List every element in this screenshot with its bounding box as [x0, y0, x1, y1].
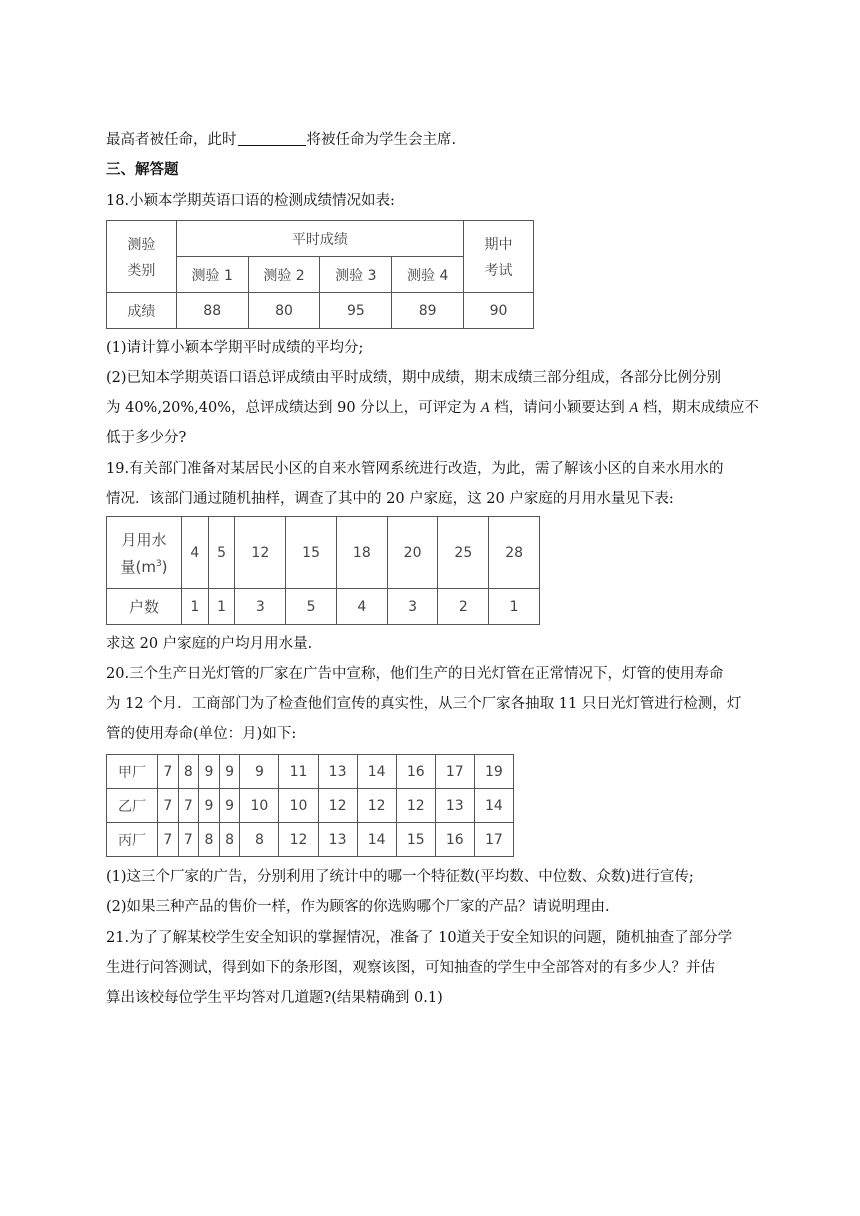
lifespan-cell: 7 — [178, 823, 199, 857]
lifespan-cell: 10 — [240, 789, 279, 823]
cell-text: 类别 — [127, 262, 156, 279]
lifespan-cell: 9 — [199, 789, 220, 823]
question-21-line-2: 生进行问答测试，得到如下的条形图，观察该图，可知抽查的学生中全部答对的有多少人？并估 — [106, 960, 715, 976]
count-cell: 1 — [489, 589, 540, 625]
lifespan-cell: 16 — [396, 755, 435, 789]
lifespan-table — [106, 754, 514, 857]
lifespan-cell: 9 — [199, 755, 220, 789]
test-header-cell: 测验 1 — [176, 257, 248, 293]
grade-letter: A — [480, 400, 490, 416]
water-value-cell: 18 — [336, 517, 387, 589]
lifespan-cell: 8 — [199, 823, 220, 857]
question-19-line-3: 求这 20 户家庭的户均月用水量. — [106, 636, 313, 652]
cell-text — [107, 556, 181, 577]
lifespan-cell: 7 — [178, 789, 199, 823]
lifespan-cell: 9 — [219, 755, 240, 789]
midterm-header-cell — [464, 221, 534, 293]
test-header-cell: 测验 3 — [320, 257, 392, 293]
lifespan-cell: 10 — [279, 789, 318, 823]
lifespan-cell: 7 — [158, 755, 179, 789]
lifespan-cell: 15 — [396, 823, 435, 857]
water-value-cell: 12 — [235, 517, 286, 589]
text-span: 将被任命为学生会主席. — [306, 132, 457, 148]
lifespan-cell: 14 — [357, 755, 396, 789]
question-18-part-1: (1)请计算小颖本学期平时成绩的平均分; — [106, 340, 364, 356]
question-18: 18.小颖本学期英语口语的检测成绩情况如表: — [106, 193, 395, 209]
water-value-cell: 28 — [489, 517, 540, 589]
question-20-part-1: (1)这三个厂家的广告，分别利用了统计中的哪一个特征数(平均数、中位数、众数)进行宣传; — [106, 869, 694, 885]
lifespan-cell: 9 — [240, 755, 279, 789]
cell-text: 月用水 — [121, 530, 167, 549]
lifespan-cell: 17 — [435, 755, 474, 789]
answer-blank[interactable] — [238, 131, 306, 146]
factory-name-cell: 乙厂 — [107, 789, 158, 823]
lifespan-cell: 19 — [474, 755, 513, 789]
score-table — [106, 220, 534, 329]
row-label-cell: 成绩 — [107, 293, 177, 329]
count-cell: 5 — [286, 589, 337, 625]
score-cell: 80 — [248, 293, 320, 329]
question-19-line-1: 19.有关部门准备对某居民小区的自来水管网系统进行改造，为此，需了解该小区的自来水用水的 — [106, 461, 724, 477]
score-cell: 89 — [392, 293, 464, 329]
score-cell: 88 — [176, 293, 248, 329]
question-20-line-1: 20.三个生产日光灯管的厂家在广告中宣称，他们生产的日光灯管在正常情况下，灯管的使用寿命 — [106, 666, 724, 682]
lifespan-cell: 9 — [219, 789, 240, 823]
factory-name-cell: 丙厂 — [107, 823, 158, 857]
text-span: 档，期末成绩应不 — [638, 400, 759, 416]
lifespan-cell: 12 — [318, 789, 357, 823]
superscript: 3 — [155, 558, 162, 569]
count-cell: 1 — [182, 589, 209, 625]
regular-scores-header: 平时成绩 — [176, 221, 463, 257]
score-cell: 95 — [320, 293, 392, 329]
cell-text: 测验 — [127, 236, 156, 253]
question-20-line-2: 为 12 个月．工商部门为了检查他们宣传的真实性，从三个厂家各抽取 11 只日光灯管进行检测，灯 — [106, 696, 742, 712]
lifespan-cell: 7 — [158, 789, 179, 823]
water-header-cell — [107, 517, 182, 589]
water-usage-table — [106, 516, 540, 625]
water-value-cell: 25 — [438, 517, 489, 589]
lifespan-cell: 8 — [178, 755, 199, 789]
test-header-cell: 测验 4 — [392, 257, 464, 293]
count-cell: 3 — [387, 589, 438, 625]
lifespan-cell: 13 — [435, 789, 474, 823]
text-span: 为 40%,20%,40%，总评成绩达到 90 分以上，可评定为 — [106, 400, 481, 416]
cell-text: 期中 — [484, 236, 513, 253]
lifespan-cell: 13 — [318, 823, 357, 857]
lifespan-cell: 14 — [474, 789, 513, 823]
water-value-cell: 15 — [286, 517, 337, 589]
count-cell: 2 — [438, 589, 489, 625]
question-18-part-2-line-2 — [106, 398, 759, 418]
lifespan-cell: 11 — [279, 755, 318, 789]
question-20-part-2: (2)如果三种产品的售价一样，作为顾客的你选购哪个厂家的产品？请说明理由. — [106, 899, 610, 915]
lifespan-cell: 8 — [219, 823, 240, 857]
category-header-cell — [107, 221, 177, 293]
water-value-cell: 20 — [387, 517, 438, 589]
lifespan-cell: 17 — [474, 823, 513, 857]
lifespan-cell: 12 — [279, 823, 318, 857]
lifespan-cell: 13 — [318, 755, 357, 789]
cell-text: 考试 — [484, 262, 513, 279]
text-span: 档，请问小颖要达到 — [489, 400, 630, 416]
text-span: 量(m — [120, 557, 156, 576]
score-cell: 90 — [464, 293, 534, 329]
text-span: ) — [161, 557, 168, 576]
lifespan-cell: 12 — [396, 789, 435, 823]
question-21-line-3: 算出该校每位学生平均答对几道题?(结果精确到 0.1) — [106, 990, 443, 1006]
lifespan-cell: 14 — [357, 823, 396, 857]
lifespan-cell: 16 — [435, 823, 474, 857]
lifespan-cell: 7 — [158, 823, 179, 857]
section-heading: 三、解答题 — [106, 161, 179, 178]
lifespan-cell: 8 — [240, 823, 279, 857]
water-value-cell: 5 — [208, 517, 235, 589]
water-value-cell: 4 — [182, 517, 209, 589]
question-21-line-1: 21.为了了解某校学生安全知识的掌握情况，准备了 10道关于安全知识的问题，随机抽查了部分学 — [106, 930, 733, 946]
factory-name-cell: 甲厂 — [107, 755, 158, 789]
count-cell: 3 — [235, 589, 286, 625]
question-19-line-2: 情况．该部门通过随机抽样，调查了其中的 20 户家庭，这 20 户家庭的月用水量见下表: — [106, 491, 674, 507]
count-cell: 4 — [336, 589, 387, 625]
text-span: 最高者被任命，此时 — [106, 132, 237, 148]
lifespan-cell: 12 — [357, 789, 396, 823]
question-20-line-3: 管的使用寿命(单位：月)如下: — [106, 726, 297, 742]
count-header-cell: 户数 — [107, 589, 182, 625]
grade-letter: A — [629, 400, 639, 416]
question-18-part-2-line-1: (2)已知本学期英语口语总评成绩由平时成绩，期中成绩，期末成绩三部分组成，各部分比例分别 — [106, 370, 722, 386]
text-line-q17-end — [106, 130, 456, 150]
question-18-part-2-line-3: 低于多少分? — [106, 430, 187, 446]
test-header-cell: 测验 2 — [248, 257, 320, 293]
count-cell: 1 — [208, 589, 235, 625]
